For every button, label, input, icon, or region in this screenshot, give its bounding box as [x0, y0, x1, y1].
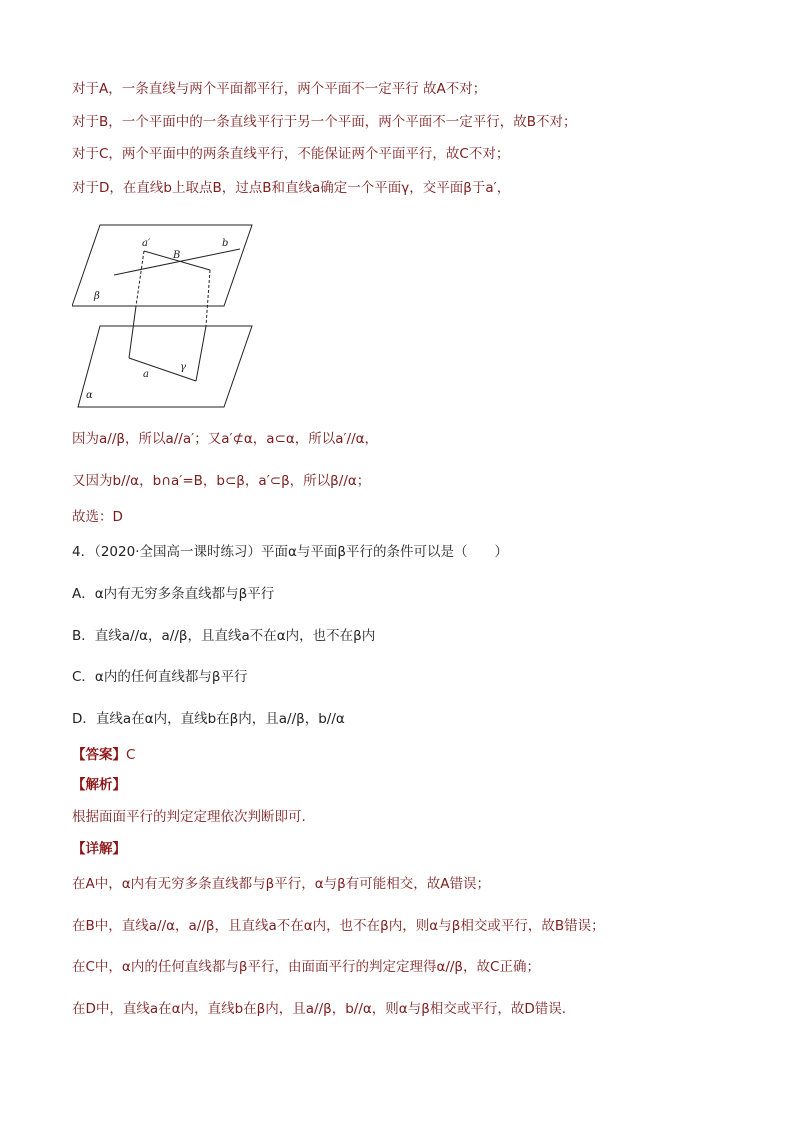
answer-tag: 【答案】 — [72, 747, 126, 763]
detail-line-c: 在C中，α内的任何直线都与β平行，由面面平行的判定定理得α//β，故C正确； — [72, 959, 540, 975]
label-point-b: B — [173, 250, 181, 261]
analysis-text: 根据面面平行的判定定理依次判断即可. — [72, 809, 306, 825]
detail-tag: 【详解】 — [72, 841, 126, 857]
answer-value: C — [126, 747, 136, 763]
answer-row — [72, 746, 135, 764]
analysis-tag: 【解析】 — [72, 777, 126, 793]
label-a: a — [143, 369, 149, 380]
text-line-option-c-eval: 对于C，两个平面中的两条直线平行，不能保证两个平面平行，故C不对； — [72, 146, 510, 162]
question-4-option-a: A．α内有无穷多条直线都与β平行 — [72, 586, 275, 602]
plane-alpha — [78, 326, 252, 407]
text-line-choice: 故选：D — [72, 509, 123, 525]
text-line-option-d-eval: 对于D，在直线b上取点B，过点B和直线a确定一个平面γ，交平面β于a′， — [72, 180, 511, 196]
plane-gamma-edge-right-dashed — [206, 270, 210, 326]
text-line-reason-1: 因为a//β，所以a//a′；又a′⊄α，a⊂α，所以a′//α， — [72, 431, 379, 447]
question-4-option-c: C．α内的任何直线都与β平行 — [72, 669, 248, 685]
label-beta: β — [94, 291, 100, 302]
geometry-figure — [72, 218, 262, 414]
label-a-prime: a′ — [142, 238, 151, 249]
detail-line-d: 在D中，直线a在α内，直线b在β内，且a//β，b//α，则α与β相交或平行，故D错误. — [72, 1001, 567, 1017]
plane-gamma-edge-left — [129, 306, 136, 358]
plane-gamma-edge-right — [196, 326, 206, 381]
text-line-option-a-eval: 对于A，一条直线与两个平面都平行，两个平面不一定平行 故A不对； — [72, 81, 487, 97]
detail-line-b: 在B中，直线a//α，a//β，且直线a不在α内，也不在β内，则α与β相交或平行，故B错误； — [72, 918, 605, 934]
question-4-option-b: B．直线a//α，a//β，且直线a不在α内，也不在β内 — [72, 628, 376, 644]
question-4-stem: 4．（2020·全国高一课时练习）平面α与平面β平行的条件可以是（ ） — [72, 544, 509, 560]
label-gamma: γ — [180, 362, 186, 373]
label-alpha: α — [86, 390, 93, 401]
text-line-option-b-eval: 对于B，一个平面中的一条直线平行于另一个平面，两个平面不一定平行，故B不对； — [72, 114, 577, 130]
detail-line-a: 在A中，α内有无穷多条直线都与β平行，α与β有可能相交，故A错误； — [72, 876, 490, 892]
question-4-option-d: D．直线a在α内，直线b在β内，且a//β，b//α — [72, 711, 345, 727]
text-line-reason-2: 又因为b//α，b∩a′=B，b⊂β，a′⊂β，所以β//α； — [72, 473, 371, 489]
plane-gamma-edge-left-dashed — [136, 251, 144, 306]
label-b: b — [222, 238, 229, 249]
